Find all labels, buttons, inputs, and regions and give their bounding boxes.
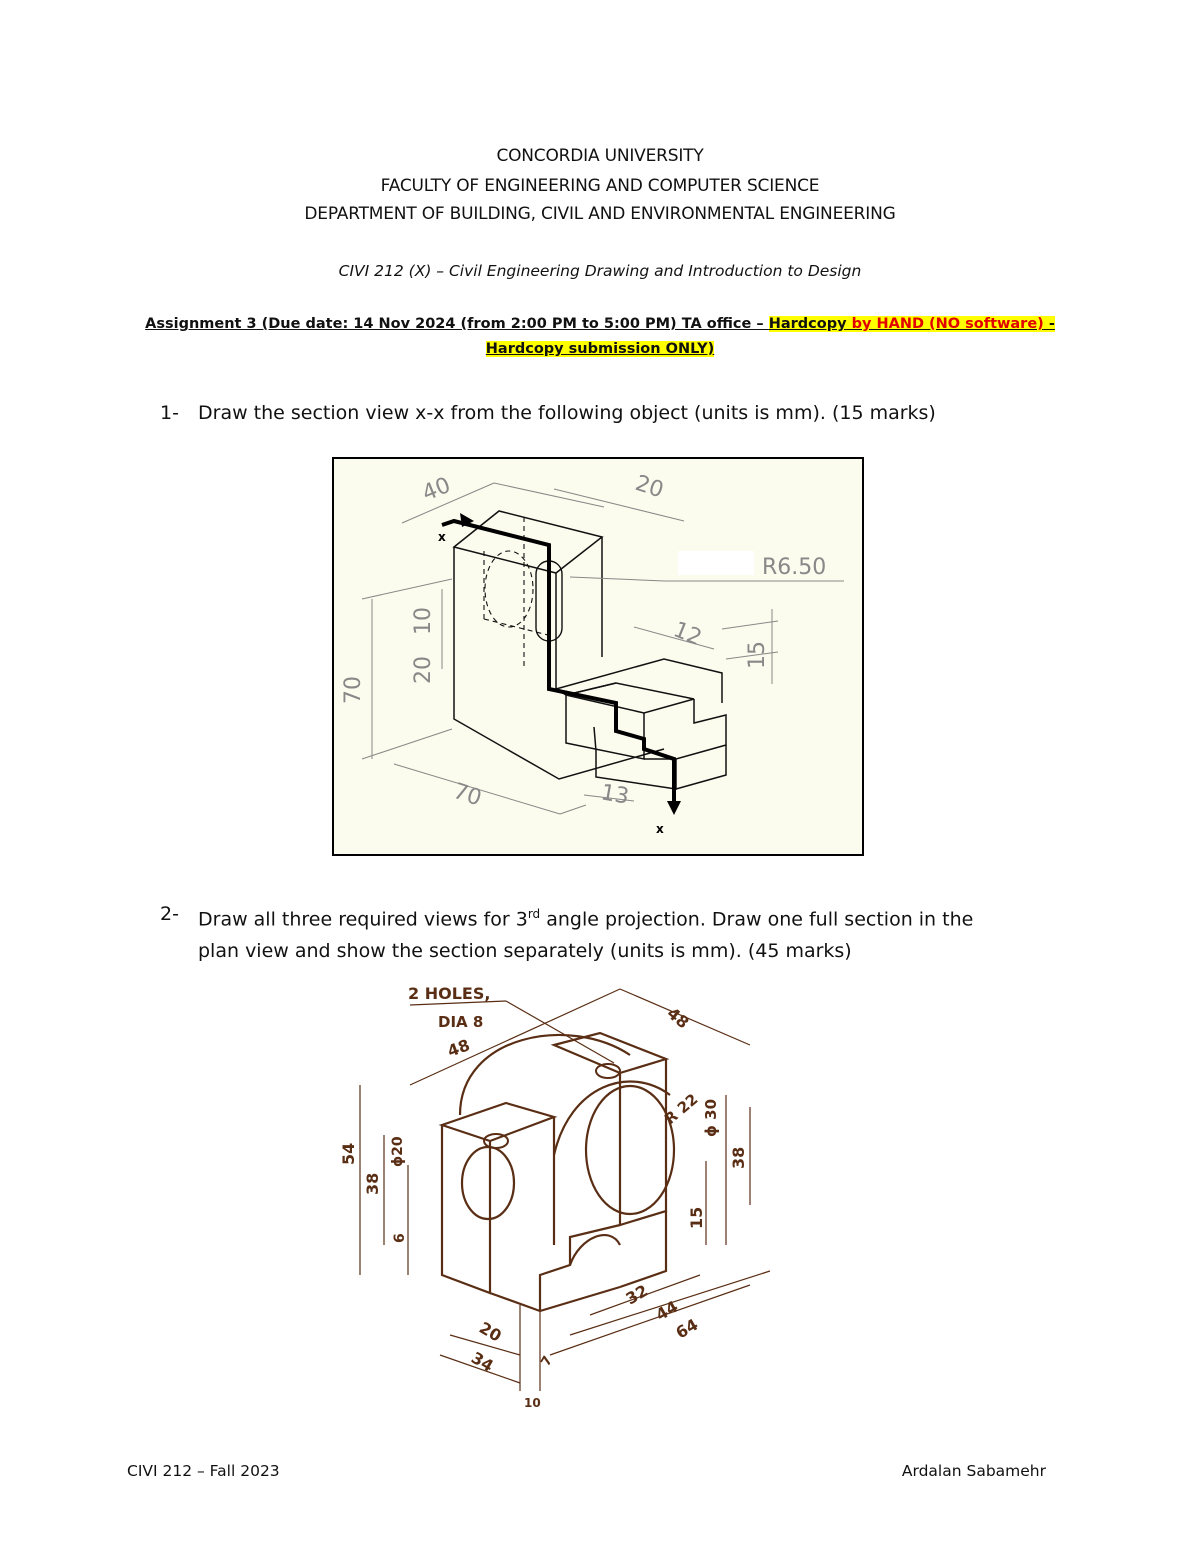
dim-15: 15 [745, 641, 770, 669]
footer-course: CIVI 212 – Fall 2023 [127, 1462, 280, 1480]
course-line: CIVI 212 (X) – Civil Engineering Drawing and Introduction to Design [338, 262, 862, 280]
dim-10: 10 [411, 607, 436, 635]
figure-1-isometric [332, 457, 864, 856]
by-hand-note: by HAND (NO software) [846, 316, 1044, 332]
dim-r22: R 22 [661, 1090, 702, 1129]
dim-54: 54 [339, 1142, 358, 1165]
dim-70-base: 70 [450, 778, 485, 812]
dim-40: 40 [418, 472, 455, 507]
question-number: 1- [160, 402, 179, 424]
question-text: Draw the section view x-x from the following object (units is mm). (15 marks) [198, 402, 936, 424]
department-name: DEPARTMENT OF BUILDING, CIVIL AND ENVIRONMENTAL ENGINEERING [304, 204, 896, 224]
university-name: CONCORDIA UNIVERSITY [496, 146, 704, 166]
dim-label-mask [678, 551, 754, 575]
dim-48-left: 48 [444, 1035, 473, 1061]
dim-6: 6 [392, 1233, 408, 1243]
question-number: 2- [160, 903, 179, 925]
dim-10: 10 [524, 1396, 541, 1410]
figure-1-drawing [334, 459, 861, 853]
note-2-holes: 2 HOLES, [408, 984, 491, 1003]
assignment-text: Assignment 3 (Due date: 14 Nov 2024 (from 2:00 PM to 5:00 PM) TA office – [145, 316, 769, 332]
dim-32: 32 [622, 1280, 652, 1309]
dim-phi30: ϕ 30 [702, 1098, 720, 1137]
dim-15: 15 [687, 1206, 706, 1229]
footer-author: Ardalan Sabamehr [901, 1462, 1046, 1480]
arrow-head-bottom [667, 801, 681, 815]
dim-70-vertical: 70 [341, 676, 366, 704]
figure-2-drawing [330, 975, 790, 1415]
separator: - [1043, 316, 1055, 332]
dim-48-right: 48 [663, 1003, 693, 1033]
hardcopy-highlight: Hardcopy [768, 316, 847, 332]
dim-20: 20 [632, 470, 667, 504]
note-dia-8: DIA 8 [438, 1013, 484, 1031]
figure-2-isometric [330, 975, 790, 1415]
dim-13: 13 [598, 780, 631, 810]
dim-20b: 20 [411, 656, 436, 684]
question-2 [160, 898, 1080, 962]
question-text [198, 898, 973, 967]
question-text-line2: plan view and show the section separately (units is mm). (45 marks) [198, 940, 852, 963]
question-text-a: Draw all three required views for 3 [198, 908, 528, 931]
question-1 [160, 397, 1060, 429]
superscript: rd [527, 907, 541, 921]
assignment-line [140, 312, 1060, 362]
dim-34: 34 [468, 1348, 497, 1376]
dim-64: 64 [672, 1314, 702, 1343]
dim-38-left: 38 [363, 1172, 382, 1195]
dim-20: 20 [476, 1318, 505, 1346]
faculty-name: FACULTY OF ENGINEERING AND COMPUTER SCIENCE [380, 176, 820, 196]
submission-note: Hardcopy submission ONLY) [485, 341, 715, 357]
section-label-top: x [438, 530, 446, 544]
dim-38-right: 38 [729, 1146, 748, 1169]
dim-12: 12 [669, 617, 706, 652]
dim-44: 44 [652, 1296, 682, 1325]
dim-r650: R6.50 [762, 555, 827, 580]
question-text-b: angle projection. Draw one full section in the [540, 908, 974, 931]
dim-7: 7 [538, 1353, 556, 1369]
dim-phi20: ϕ20 [390, 1136, 406, 1167]
section-label-bottom: x [656, 822, 664, 836]
